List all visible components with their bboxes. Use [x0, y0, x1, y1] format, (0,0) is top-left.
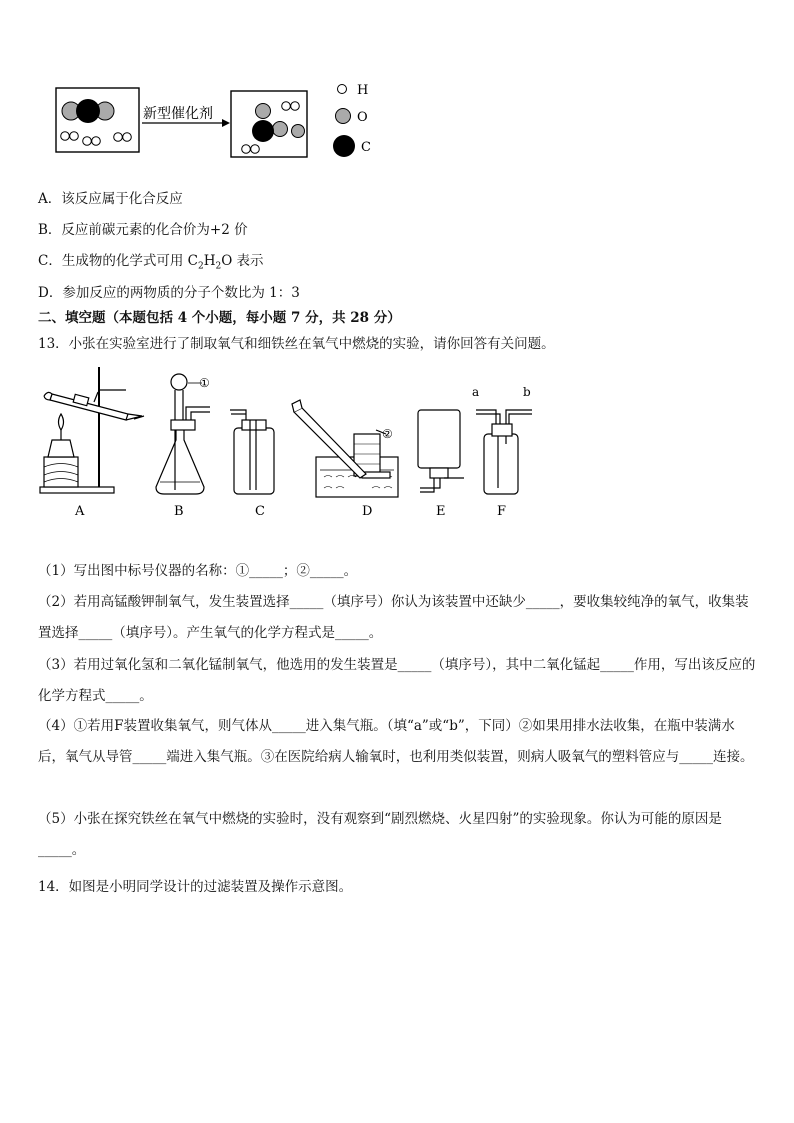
legend-o-swatch	[336, 109, 351, 124]
apparatus-a	[40, 367, 144, 493]
label-b: B	[174, 504, 184, 519]
legend-h-label: H	[357, 83, 369, 98]
q13-part5: （5）小张在探究铁丝在氧气中燃烧的实验时，没有观察到“剧烈燃烧、火星四射”的实验现象。你认为可能的原因是_____。	[38, 811, 722, 858]
q13-part1: （1）写出图中标号仪器的名称：①_____；②_____。	[38, 563, 358, 579]
apparatus-c	[230, 410, 274, 494]
legend-h-swatch	[338, 85, 347, 94]
apparatus-f	[476, 410, 532, 494]
marker-2: ②	[382, 427, 393, 441]
option-c-sub1: 2	[197, 261, 204, 272]
q13-part4: （4）①若用F装置收集氧气，则气体从_____进入集气瓶。（填“a”或“b”，下同）②如果用排水法收集，在瓶中装满水后，氧气从导管_____端进入集气瓶。③在医院给病人输氧时，也利用类似装置，则病人吸氧气的塑料管应与_____连接。	[38, 718, 754, 765]
marker-1: ①	[199, 376, 210, 390]
label-f: F	[497, 504, 507, 519]
q13-part3: （3）若用过氧化氢和二氧化锰制氧气，他选用的发生装置是_____（填序号），其中二氧化锰起_____作用，写出该反应的化学方程式_____。	[38, 657, 756, 704]
option-d: D．参加反应的两物质的分子个数比为 1：3	[38, 285, 300, 301]
apparatus-figure	[36, 362, 546, 522]
option-a: A．该反应属于化合反应	[38, 191, 183, 207]
label-a: A	[75, 504, 85, 519]
legend-o-label: O	[357, 110, 368, 125]
label-c: C	[255, 504, 265, 519]
option-c-sub2: 2	[215, 261, 222, 272]
port-a-label: a	[472, 385, 480, 399]
option-c-prefix: C．生成物的化学式可用 C	[38, 253, 198, 269]
q13-stem: 13．小张在实验室进行了制取氧气和细铁丝在氧气中燃烧的实验，请你回答有关问题。	[38, 336, 555, 352]
legend-c-label: C	[361, 140, 371, 155]
q14-stem: 14．如图是小明同学设计的过滤装置及操作示意图。	[38, 879, 353, 895]
apparatus-e	[418, 410, 464, 492]
label-e: E	[436, 504, 446, 519]
apparatus-d	[292, 400, 398, 497]
section-title: 二、填空题（本题包括 4 个小题，每小题 7 分，共 28 分）	[38, 310, 401, 326]
q13-part2: （2）若用高锰酸钾制氧气，发生装置选择_____（填序号）你认为该装置中还缺少_____，要收集较纯净的氧气，收集装置选择_____（填序号）。产生氧气的化学方程式是_____。	[38, 594, 749, 641]
apparatus-b	[156, 374, 210, 494]
catalyst-label: 新型催化剂	[143, 106, 213, 122]
option-b: B．反应前碳元素的化合价为+2 价	[38, 222, 248, 238]
label-d: D	[362, 504, 373, 519]
option-c-suffix: O 表示	[221, 253, 264, 269]
option-c-mid: H	[203, 253, 216, 269]
option-c	[38, 249, 264, 272]
legend-c-swatch	[333, 135, 355, 157]
reaction-diagram	[50, 78, 390, 166]
reaction-arrowhead	[222, 119, 230, 127]
atom-legend	[333, 83, 371, 157]
port-b-label: b	[523, 385, 531, 399]
reactant-co2-molecule	[62, 99, 114, 123]
